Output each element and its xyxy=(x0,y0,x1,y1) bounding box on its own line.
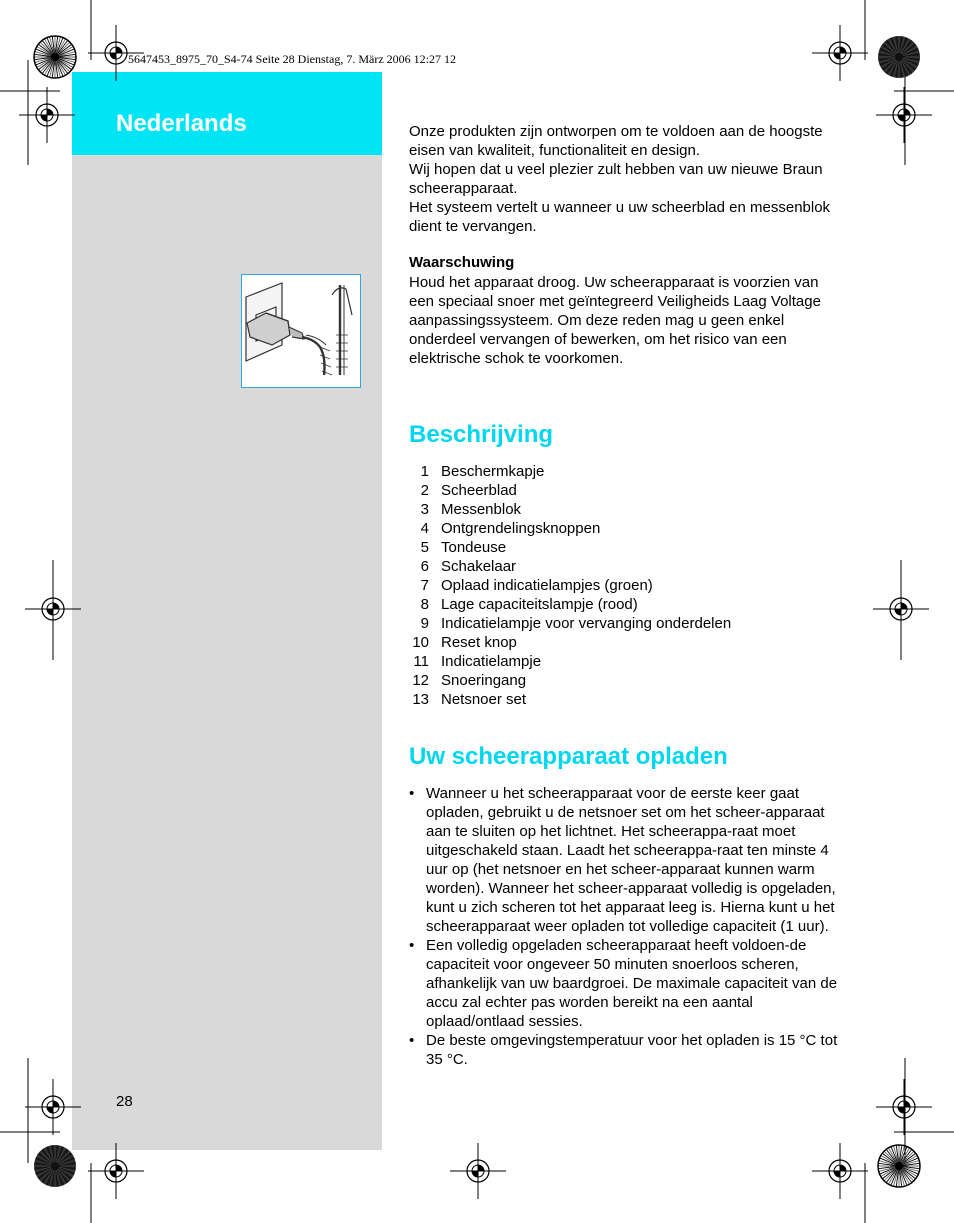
sidebar-panel xyxy=(72,72,382,1150)
registration-mark-icon xyxy=(876,1079,932,1135)
list-item xyxy=(409,690,731,709)
list-item xyxy=(409,481,731,500)
item-label: Lage capaciteitslampje (rood) xyxy=(441,596,638,613)
item-label: Indicatielampje xyxy=(441,653,542,670)
item-number: 11 xyxy=(413,653,429,670)
registration-mark-icon xyxy=(25,1079,81,1135)
item-label: Oplaad indicatielampjes (groen) xyxy=(441,577,653,594)
list-item xyxy=(409,557,731,576)
list-item xyxy=(409,936,841,1031)
parts-list xyxy=(409,462,731,709)
registration-mark-icon xyxy=(812,25,868,81)
list-item xyxy=(409,595,731,614)
registration-mark-icon xyxy=(812,1143,868,1199)
item-number: 6 xyxy=(420,558,429,575)
bullet: • xyxy=(409,1032,415,1049)
registration-mark-icon xyxy=(88,25,144,81)
list-item xyxy=(409,652,731,671)
registration-mark-icon xyxy=(876,87,932,143)
item-text: Een volledig opgeladen scheerapparaat heeft voldoen-de capaciteit voor ongeveer 50 minuten snoerloos scheren, afhankelijk van uw baardgroei. De maximale capaciteit van de accu zal echter pas worden bereikt na een aantal oplaad/ontlaad sessies. xyxy=(426,937,838,1030)
item-label: Snoeringang xyxy=(441,672,527,689)
item-number: 2 xyxy=(420,482,429,499)
item-label: Ontgrendelingsknoppen xyxy=(441,520,601,537)
list-item xyxy=(409,576,731,595)
item-label: Messenblok xyxy=(441,501,522,518)
registration-mark-icon xyxy=(88,1143,144,1199)
item-label: Beschermkapje xyxy=(441,463,545,480)
item-number: 9 xyxy=(420,615,429,632)
list-item xyxy=(409,538,731,557)
list-item xyxy=(409,500,731,519)
registration-mark-icon xyxy=(450,1143,506,1199)
item-number: 3 xyxy=(420,501,429,518)
item-label: Scheerblad xyxy=(441,482,517,499)
item-number: 1 xyxy=(420,463,429,480)
registration-mark-icon xyxy=(19,87,75,143)
list-item xyxy=(409,633,731,652)
item-label: Netsnoer set xyxy=(441,691,527,708)
color-wheel-icon xyxy=(33,35,77,79)
plug-cord-illustration xyxy=(241,274,361,388)
item-number: 10 xyxy=(412,634,429,651)
item-number: 7 xyxy=(420,577,429,594)
item-text: De beste omgevingstemperatuur voor het opladen is 15 °C tot 35 °C. xyxy=(426,1032,838,1068)
warning-heading: Waarschuwing xyxy=(409,254,515,271)
item-label: Schakelaar xyxy=(441,558,517,575)
bullet: • xyxy=(409,785,415,802)
intro-text xyxy=(409,122,839,236)
list-item xyxy=(409,614,731,633)
page-number: 28 xyxy=(116,1093,133,1110)
item-number: 13 xyxy=(412,691,429,708)
item-label: Reset knop xyxy=(441,634,517,651)
registration-mark-icon xyxy=(25,581,81,637)
intro-line: Het systeem vertelt u wanneer u uw scheerblad en messenblok dient te vervangen. xyxy=(409,199,831,235)
list-item xyxy=(409,462,731,481)
item-label: Indicatielampje voor vervanging onderdelen xyxy=(441,615,732,632)
bullet: • xyxy=(409,937,415,954)
charging-list xyxy=(409,784,841,1069)
print-slug: 5647453_8975_70_S4-74 Seite 28 Dienstag, 7. März 2006 12:27 12 xyxy=(128,52,456,66)
item-label: Tondeuse xyxy=(441,539,507,556)
color-wheel-icon xyxy=(33,1144,77,1188)
color-wheel-icon xyxy=(877,1144,921,1188)
list-item xyxy=(409,784,841,936)
list-item xyxy=(409,519,731,538)
item-text: Wanneer u het scheerapparaat voor de eerste keer gaat opladen, gebruikt u de netsnoer set om het scheer-apparaat aan te sluiten op het lichtnet. Het scheerappa-raat moet uitgeschakeld staan. Laadt het scheerappa-raat ten minste 4 uur op (het netsnoer en het scheer-apparaat kunnen warm worden). Wanneer het scheer-apparaat volledig is opgeladen, kunt u zich scheren tot het apparaat leeg is. Hierna kunt u het scheerapparaat weer opladen tot volledige capaciteit (1 uur). xyxy=(426,785,836,935)
warning-body: Houd het apparaat droog. Uw scheerapparaat is voorzien van een speciaal snoer met geïntegreerd Veiligheids Laag Voltage aanpassingssysteem. Om deze reden mag u geen enkel onderdeel vervangen of bewerken, om het risico van een elektrische schok te voorkomen. xyxy=(409,274,821,367)
charging-heading: Uw scheerapparaat opladen xyxy=(409,743,728,770)
language-title: Nederlands xyxy=(116,110,247,137)
list-item xyxy=(409,1031,841,1069)
item-number: 12 xyxy=(412,672,429,689)
description-heading: Beschrijving xyxy=(409,421,554,448)
list-item xyxy=(409,671,731,690)
intro-line: Wij hopen dat u veel plezier zult hebben van uw nieuwe Braun scheerapparaat. xyxy=(409,161,823,197)
item-number: 5 xyxy=(420,539,429,556)
item-number: 8 xyxy=(420,596,429,613)
registration-mark-icon xyxy=(873,581,929,637)
color-wheel-icon xyxy=(877,35,921,79)
item-number: 4 xyxy=(420,520,429,537)
intro-line: Onze produkten zijn ontworpen om te voldoen aan de hoogste eisen van kwaliteit, functionaliteit en design. xyxy=(409,123,823,159)
